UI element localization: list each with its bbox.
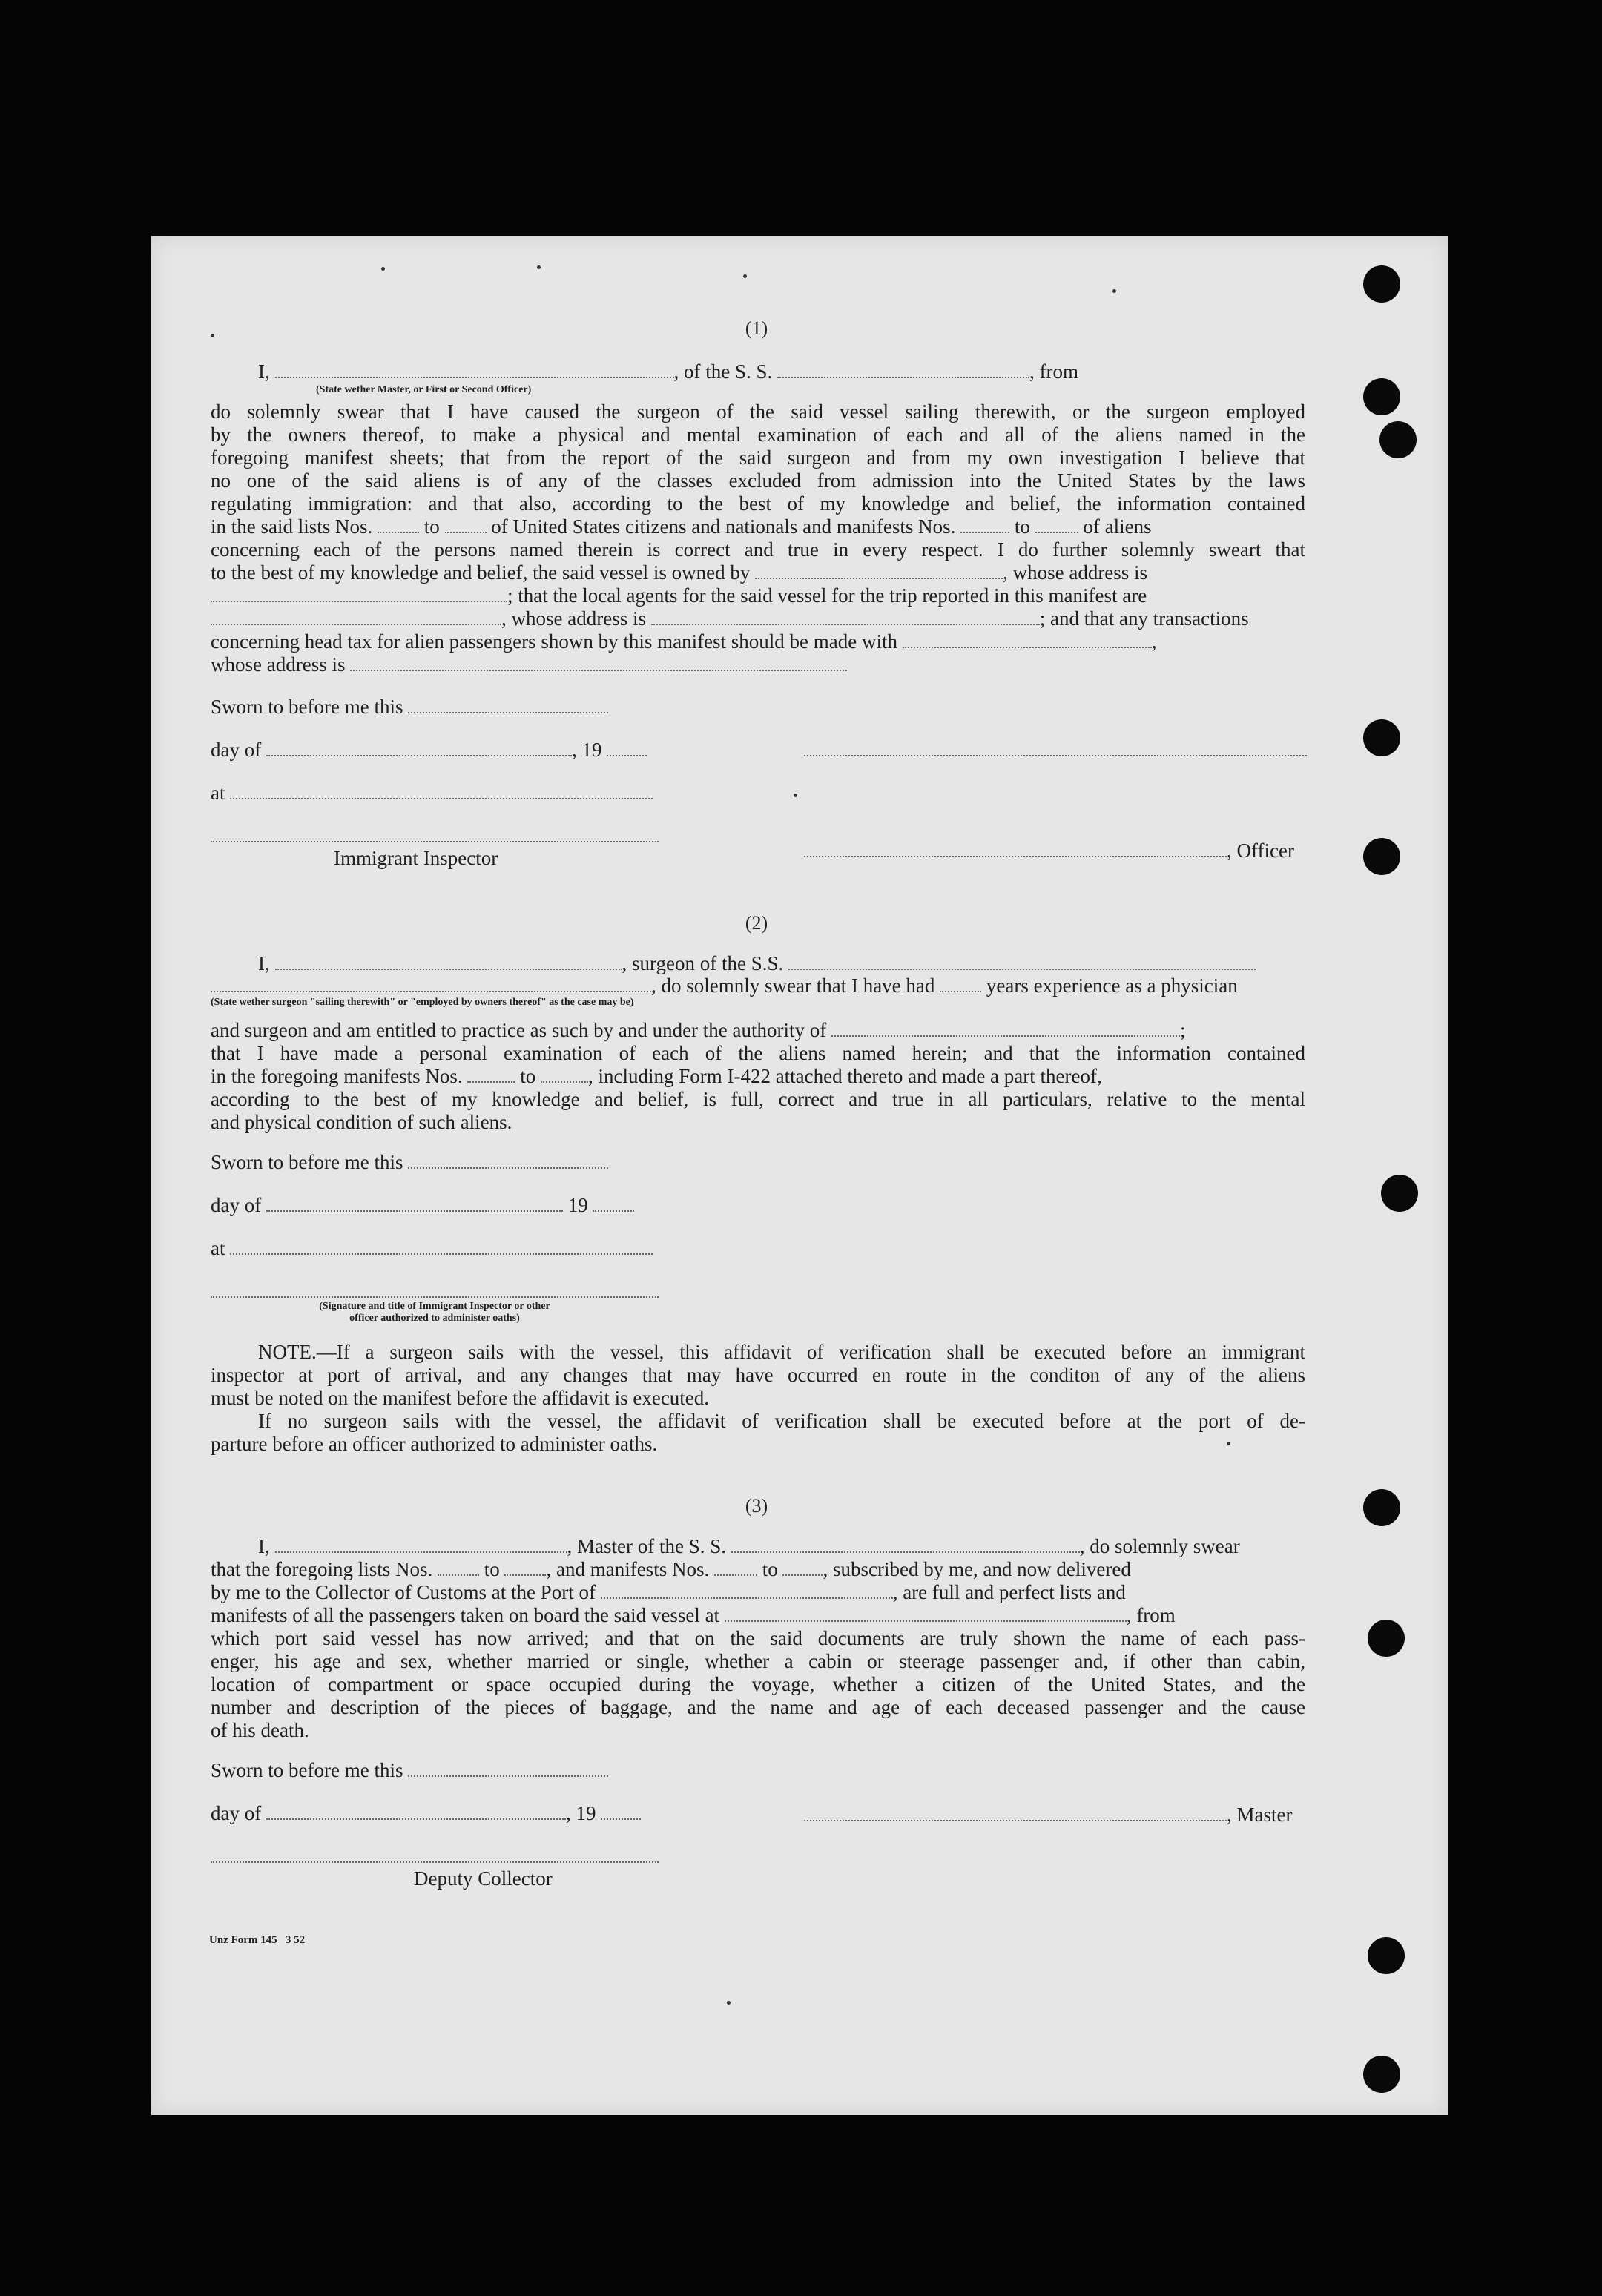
- blank-field: [378, 517, 419, 533]
- blank-field: [275, 1537, 567, 1553]
- blank-field: [266, 1804, 566, 1820]
- blank-field: [831, 1020, 1180, 1037]
- inspector-signature-line: [211, 825, 659, 847]
- blank-field: [607, 740, 647, 756]
- punch-hole: [1381, 1175, 1418, 1212]
- blank-field: [408, 1152, 608, 1169]
- blank-field: [940, 976, 981, 992]
- blank-field: [408, 697, 608, 713]
- sworn-line: Sworn to before me this: [211, 1759, 608, 1781]
- blank-field: [804, 841, 1227, 857]
- collector-signature-line: [211, 1845, 659, 1867]
- form-number: Unz Form 145 3 52: [209, 1934, 306, 1946]
- owner-line: to the best of my knowledge and belief, the said vessel is owned by , whose address is: [211, 561, 1148, 584]
- day-of-line: day of , 19: [211, 1802, 641, 1824]
- speck: [1227, 1442, 1230, 1445]
- blank-field: [266, 1195, 563, 1212]
- blank-field: [211, 586, 507, 602]
- blank-field: [782, 1560, 823, 1576]
- at-line: at: [211, 782, 653, 804]
- blank-field: [1035, 517, 1078, 533]
- surgeon-line: I, , surgeon of the S.S.: [258, 952, 1256, 974]
- signature-caption: (Signature and title of Immigrant Inspector or other officer authorized to administer oaths): [319, 1301, 550, 1324]
- blank-field: [714, 1560, 757, 1576]
- officer-line: , Officer: [804, 839, 1294, 862]
- head-tax-line: concerning head tax for alien passengers shown by this manifest should be made with ,: [211, 630, 1157, 653]
- punch-hole: [1363, 2056, 1400, 2093]
- inspector-label: Immigrant Inspector: [334, 847, 498, 869]
- punch-hole: [1363, 378, 1400, 415]
- section-number: (1): [745, 317, 768, 339]
- speck: [794, 794, 797, 797]
- blank-field: [731, 1537, 1080, 1553]
- speck: [537, 265, 541, 269]
- authority-line: and surgeon and am entitled to practice as such by and under the authority of ;: [211, 1019, 1186, 1041]
- oath-line: I, , of the S. S. , from: [258, 360, 1078, 383]
- blank-field: [788, 954, 1256, 970]
- blank-field: [777, 362, 1029, 378]
- manifests-line: manifests of all the passengers taken on board the said vessel at , from: [211, 1604, 1176, 1626]
- blank-field: [230, 1238, 653, 1255]
- sworn-line: Sworn to before me this: [211, 1151, 608, 1173]
- blank-field: [211, 609, 501, 625]
- blank-field: [408, 1761, 608, 1777]
- speck: [727, 2001, 731, 2005]
- sworn-line: Sworn to before me this: [211, 696, 608, 718]
- speck: [211, 334, 214, 337]
- lists-line: that the foregoing lists Nos. to , and manifests Nos. to , subscribed by me, and now delivered: [211, 1558, 1131, 1580]
- blank-field: [725, 1606, 1127, 1622]
- blank-field: [266, 740, 572, 756]
- blank-field: [350, 655, 847, 671]
- blank-field: [467, 1066, 515, 1083]
- blank-field: [504, 1560, 546, 1576]
- blank-field: [438, 1560, 479, 1576]
- agents-address-line: , whose address is ; and that any transactions: [211, 607, 1249, 630]
- blank-field: [960, 517, 1009, 533]
- section-number: (2): [745, 912, 768, 934]
- blank-field: [541, 1066, 588, 1083]
- whose-address-line: whose address is: [211, 653, 847, 676]
- field-caption: (State wether surgeon "sailing therewith" or "employed by owners thereof" as the case may be): [211, 997, 634, 1008]
- speck: [1112, 289, 1116, 293]
- blank-field: [445, 517, 487, 533]
- blank-field: [903, 632, 1152, 648]
- section-number: (3): [745, 1495, 768, 1517]
- punch-hole: [1363, 719, 1400, 756]
- blank-field: [804, 740, 1307, 756]
- blank-field: [755, 563, 1003, 579]
- day-of-line: day of , 19: [211, 739, 647, 761]
- day-of-line: day of 19: [211, 1194, 634, 1216]
- punch-hole: [1363, 838, 1400, 875]
- blank-field: [230, 783, 653, 799]
- signature-line: [804, 739, 1307, 761]
- blank-field: [275, 362, 674, 378]
- punch-hole: [1368, 1937, 1405, 1974]
- lists-line: in the said lists Nos. to of United States citizens and nationals and manifests Nos. to of aliens: [211, 515, 1152, 538]
- punch-hole: [1363, 265, 1400, 303]
- signature-line: [211, 1280, 659, 1302]
- blank-field: [211, 1281, 659, 1298]
- blank-field: [593, 1195, 634, 1212]
- blank-field: [601, 1804, 641, 1820]
- port-line: by me to the Collector of Customs at the Port of , are full and perfect lists and: [211, 1581, 1126, 1603]
- manifests-line: in the foregoing manifests Nos. to , including Form I-422 attached thereto and made a part thereof,: [211, 1065, 1102, 1087]
- blank-field: [601, 1583, 893, 1599]
- collector-label: Deputy Collector: [414, 1867, 553, 1890]
- blank-field: [651, 609, 1040, 625]
- surgeon-paragraph: that I have made a personal examination of each of the aliens named herein; and that the information contained: [211, 1042, 1305, 1064]
- blank-field: [211, 976, 651, 992]
- master-signature-line: , Master: [804, 1804, 1292, 1826]
- punch-hole: [1363, 1489, 1400, 1526]
- speck: [743, 274, 747, 278]
- field-caption: (State wether Master, or First or Second Officer): [316, 384, 532, 395]
- blank-field: [275, 954, 622, 970]
- master-oath-line: I, , Master of the S. S. , do solemnly swear: [258, 1535, 1240, 1557]
- blank-field: [211, 826, 659, 842]
- speck: [381, 267, 385, 271]
- oath-paragraph: concerning each of the persons named therein is correct and true in every respect. I do further solemnly sweart that: [211, 538, 1305, 561]
- agents-line: ; that the local agents for the said vessel for the trip reported in this manifest are: [211, 584, 1147, 607]
- document-page: (1) I, , of the S. S. , from (State wether Master, or First or Second Officer) do solemnly swear that I have caused the surgeon of the said vessel sailing therewith, or the surgeon employed by the owners thereof, to make a physical and mental examination of each and all of the aliens named in the foregoing manifest sheets; that from the report of the said surgeon and from my own investigation I believe that no one of the said aliens is of any of the classes excluded from admission into the United States by the laws regulating immigration: and that also, according to the best of my knowledge and belief, the information contained in the said lists Nos. to of United States citizens and nationals and manifests Nos. to of aliens concerning each of the persons named therein is correct and true in every respect. I do further solemnly sweart that to the best of my knowledge and belief, the said vessel is owned by , whose address is ; that the local agents for the said vessel for the trip reported in this manifest are , whose address is ; and that any transactions concerning head tax for alien passengers shown by this manifest should be made with , whose address is Sworn to before me this day of , 19 at Immigrant Inspector , Officer (2) I, , surgeon of the S.S. , do solemnly swear that I have had years experience as a physician (State wether surgeon "sailing therewith" or "employed by owners thereof" as the case may be) and surgeon and am entitled to practice as such by and under the authority of ; that I have made a personal examination of each of the aliens named herein; and that the information contained in the foregoing manifests Nos. to , including Form I-422 attached thereto and made a part thereof, according to the best of my knowledge and belief, is full, correct and true in all particulars, relative to the mental and physical condition of such aliens. Sworn to before me this day of 19 at (Signature and title of Immigrant Inspector or other officer authorized to administer oaths) NOTE.—If a surgeon sails with the vessel, this affidavit of verification shall be executed before an immigrant inspector at port of arrival, and any changes that may have occurred en route in the conditon of any of the aliens must be noted on the manifest before the affidavit is executed. If no surgeon sails with the vessel, the affidavit of verification shall be executed before at the port of de- parture before an officer authorized to administer oaths. (3) I, , Master of the S. S. , do solemnly swear that the foregoing lists Nos. to , and manifests Nos. to , subscribed by me, and now delivered by me to the Collector of Customs at the Port of , are full and perfect lists and manifests of all the passengers taken on board the said vessel at , from which port said vessel has now arrived; and that on the said documents are truly shown the name of each pass- enger, his age and sex, whether married or single, whether a cabin or steerage passenger and, if other than cabin, location of compartment or space occupied during the voyage, whether a citizen of the United States, and the number and description of the pieces of baggage, and the name and age of each deceased passenger and the cause of his death. Sworn to before me this day of , 19 , Master Deputy Collector Unz Form 145 3 52: [151, 236, 1448, 2115]
- blank-field: [211, 1847, 659, 1863]
- at-line: at: [211, 1237, 653, 1259]
- punch-hole: [1368, 1620, 1405, 1657]
- surgeon-oath-line: , do solemnly swear that I have had years experience as a physician: [211, 974, 1238, 997]
- blank-field: [804, 1805, 1227, 1821]
- punch-hole: [1380, 421, 1417, 458]
